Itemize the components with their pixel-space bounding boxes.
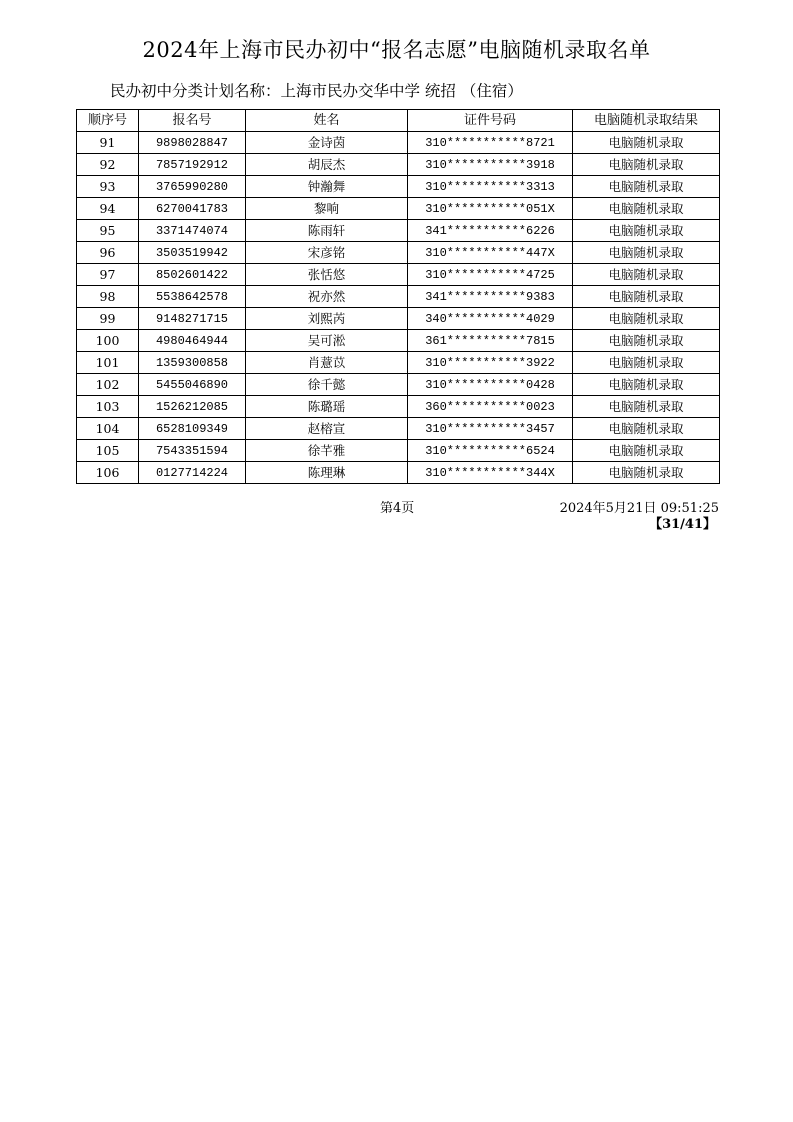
cell-result: 电脑随机录取 (573, 176, 720, 198)
cell-seq: 97 (77, 264, 139, 286)
cell-id-number: 341***********9383 (408, 286, 573, 308)
cell-registration-number: 3503519942 (139, 242, 246, 264)
cell-seq: 92 (77, 154, 139, 176)
cell-name: 钟瀚舞 (246, 176, 408, 198)
cell-registration-number: 6270041783 (139, 198, 246, 220)
table-row (77, 132, 720, 154)
cell-name: 黎响 (246, 198, 408, 220)
header-result: 电脑随机录取结果 (573, 110, 720, 132)
table-row (77, 198, 720, 220)
cell-registration-number: 5538642578 (139, 286, 246, 308)
cell-registration-number: 7543351594 (139, 440, 246, 462)
cell-id-number: 310***********344X (408, 462, 573, 484)
cell-id-number: 310***********0428 (408, 374, 573, 396)
cell-result: 电脑随机录取 (573, 462, 720, 484)
cell-id-number: 310***********4725 (408, 264, 573, 286)
cell-name: 陈理琳 (246, 462, 408, 484)
cell-name: 陈璐瑶 (246, 396, 408, 418)
cell-result: 电脑随机录取 (573, 308, 720, 330)
cell-result: 电脑随机录取 (573, 440, 720, 462)
page-title: 2024年上海市民办初中“报名志愿”电脑随机录取名单 (142, 38, 651, 62)
cell-registration-number: 7857192912 (139, 154, 246, 176)
table-row (77, 286, 720, 308)
cell-seq: 94 (77, 198, 139, 220)
cell-seq: 104 (77, 418, 139, 440)
cell-result: 电脑随机录取 (573, 264, 720, 286)
table-row (77, 242, 720, 264)
cell-registration-number: 1359300858 (139, 352, 246, 374)
cell-result: 电脑随机录取 (573, 352, 720, 374)
table-header-row (77, 110, 720, 132)
cell-name: 肖薏苡 (246, 352, 408, 374)
cell-seq: 106 (77, 462, 139, 484)
cell-result: 电脑随机录取 (573, 418, 720, 440)
table-row (77, 396, 720, 418)
cell-registration-number: 3765990280 (139, 176, 246, 198)
cell-seq: 95 (77, 220, 139, 242)
cell-id-number: 310***********051X (408, 198, 573, 220)
cell-name: 陈雨轩 (246, 220, 408, 242)
table-row (77, 462, 720, 484)
cell-id-number: 310***********3313 (408, 176, 573, 198)
cell-id-number: 340***********4029 (408, 308, 573, 330)
cell-name: 胡辰杰 (246, 154, 408, 176)
cell-id-number: 341***********6226 (408, 220, 573, 242)
cell-id-number: 310***********3457 (408, 418, 573, 440)
cell-id-number: 310***********8721 (408, 132, 573, 154)
cell-registration-number: 0127714224 (139, 462, 246, 484)
cell-id-number: 310***********6524 (408, 440, 573, 462)
cell-seq: 98 (77, 286, 139, 308)
cell-registration-number: 1526212085 (139, 396, 246, 418)
cell-registration-number: 8502601422 (139, 264, 246, 286)
table-row (77, 308, 720, 330)
cell-name: 徐芊雅 (246, 440, 408, 462)
cell-registration-number: 4980464944 (139, 330, 246, 352)
table-row (77, 440, 720, 462)
table-row (77, 264, 720, 286)
cell-seq: 101 (77, 352, 139, 374)
cell-seq: 103 (77, 396, 139, 418)
cell-name: 金诗茵 (246, 132, 408, 154)
header-id-number: 证件号码 (408, 110, 573, 132)
cell-registration-number: 5455046890 (139, 374, 246, 396)
cell-seq: 96 (77, 242, 139, 264)
cell-seq: 105 (77, 440, 139, 462)
cell-seq: 100 (77, 330, 139, 352)
cell-registration-number: 3371474074 (139, 220, 246, 242)
cell-id-number: 310***********447X (408, 242, 573, 264)
table-row (77, 374, 720, 396)
cell-result: 电脑随机录取 (573, 132, 720, 154)
table-row (77, 352, 720, 374)
cell-id-number: 310***********3918 (408, 154, 573, 176)
cell-name: 刘熙芮 (246, 308, 408, 330)
cell-name: 祝亦然 (246, 286, 408, 308)
cell-result: 电脑随机录取 (573, 198, 720, 220)
cell-registration-number: 9148271715 (139, 308, 246, 330)
table-row (77, 418, 720, 440)
cell-id-number: 360***********0023 (408, 396, 573, 418)
page-number: 第4页 (380, 501, 415, 516)
admission-table (76, 109, 720, 484)
cell-seq: 102 (77, 374, 139, 396)
cell-name: 赵榕宣 (246, 418, 408, 440)
cell-result: 电脑随机录取 (573, 374, 720, 396)
cell-name: 徐千懿 (246, 374, 408, 396)
header-name: 姓名 (246, 110, 408, 132)
cell-id-number: 361***********7815 (408, 330, 573, 352)
cell-result: 电脑随机录取 (573, 396, 720, 418)
table-row (77, 176, 720, 198)
table-row (77, 330, 720, 352)
cell-seq: 91 (77, 132, 139, 154)
cell-name: 吴可淞 (246, 330, 408, 352)
cell-seq: 93 (77, 176, 139, 198)
cell-seq: 99 (77, 308, 139, 330)
cell-registration-number: 9898028847 (139, 132, 246, 154)
table-body (77, 132, 720, 484)
page-counter: 【31/41】 (649, 517, 716, 532)
cell-result: 电脑随机录取 (573, 330, 720, 352)
table-row (77, 220, 720, 242)
cell-name: 张恬悠 (246, 264, 408, 286)
cell-id-number: 310***********3922 (408, 352, 573, 374)
cell-result: 电脑随机录取 (573, 286, 720, 308)
print-timestamp: 2024年5月21日 09:51:25 (559, 501, 719, 516)
cell-result: 电脑随机录取 (573, 220, 720, 242)
cell-registration-number: 6528109349 (139, 418, 246, 440)
cell-result: 电脑随机录取 (573, 154, 720, 176)
plan-subtitle: 民办初中分类计划名称：上海市民办交华中学 统招 （住宿） (110, 82, 523, 100)
header-registration-number: 报名号 (139, 110, 246, 132)
header-seq: 顺序号 (77, 110, 139, 132)
table-row (77, 154, 720, 176)
cell-result: 电脑随机录取 (573, 242, 720, 264)
cell-name: 宋彦铭 (246, 242, 408, 264)
